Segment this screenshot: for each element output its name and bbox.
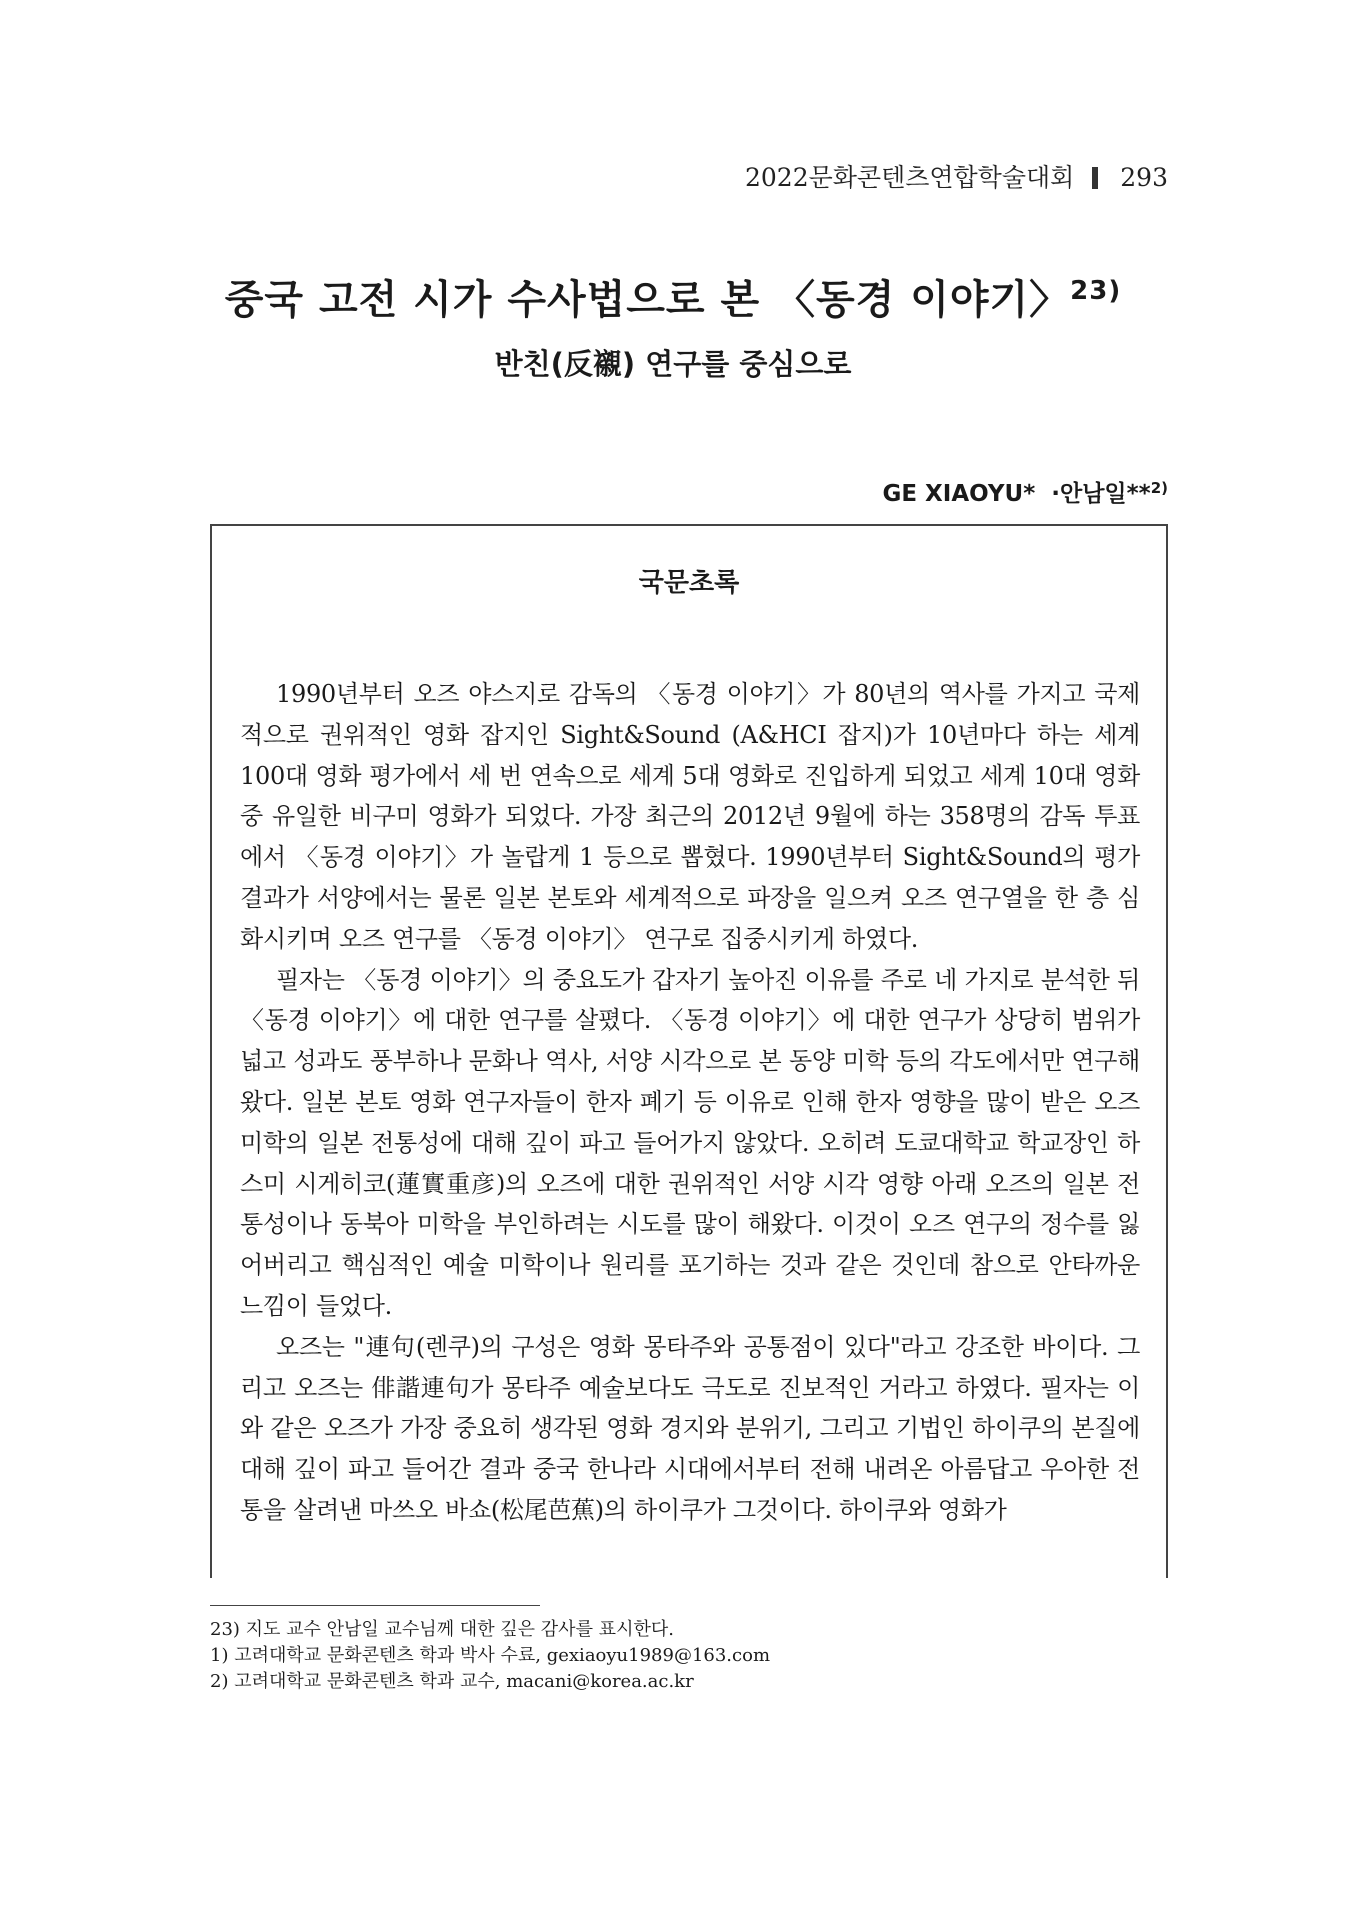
running-header <box>0 158 1168 194</box>
author-2: ·안남일** <box>1051 481 1151 507</box>
abstract-paragraph-1: 1990년부터 오즈 야스지로 감독의 〈동경 이야기〉가 80년의 역사를 가지고 국제적으로 권위적인 영화 잡지인 Sight&Sound (A&HCI 잡지)가 10년마다 하는 세계 100대 영화 평가에서 세 번 연속으로 세계 5대 영화로 진입하게 되었고 세계 10대 영화 중 유일한 비구미 영화가 되었다. 가장 최근의 2012년 9월에 하는 358명의 감독 투표에서 〈동경 이야기〉가 놀랍게 1 등으로 뽑혔다. 1990년부터 Sight&Sound의 평가 결과가 서양에서는 물론 일본 본토와 세계적으로 파장을 일으켜 오즈 연구열을 한 층 심화시키며 오즈 연구를 〈동경 이야기〉 연구로 집중시키게 하였다. <box>240 680 1140 953</box>
header-divider <box>1092 167 1098 189</box>
paper-subtitle: 반친(反襯) 연구를 중심으로 <box>494 347 852 381</box>
title-footnote-mark: 23) <box>1070 276 1122 306</box>
page-number: 293 <box>1120 163 1168 192</box>
conference-name: 2022문화콘텐츠연합학술대회 <box>745 163 1075 192</box>
author-line <box>882 475 1168 508</box>
footnote-1: 1) 고려대학교 문화콘텐츠 학과 박사 수료, gexiaoyu1989@163.com <box>210 1645 771 1666</box>
abstract-heading: 국문초록 <box>638 568 740 598</box>
footnote-divider <box>210 1605 540 1606</box>
footnote-2: 2) 고려대학교 문화콘텐츠 학과 교수, macani@korea.ac.kr <box>210 1671 694 1692</box>
abstract-paragraph-2: 필자는 〈동경 이야기〉의 중요도가 갑자기 높아진 이유를 주로 네 가지로 분석한 뒤 〈동경 이야기〉에 대한 연구를 살폈다. 〈동경 이야기〉에 대한 연구가 상당히 범위가 넓고 성과도 풍부하나 문화나 역사, 서양 시각으로 본 동양 미학 등의 각도에서만 연구해왔다. 일본 본토 영화 연구자들이 한자 폐기 등 이유로 인해 한자 영향을 많이 받은 오즈 미학의 일본 전통성에 대해 깊이 파고 들어가지 않았다. 오히려 도쿄대학교 학교장인 하스미 시게히코(蓮實重彦)의 오즈에 대한 권위적인 서양 시각 영향 아래 오즈의 일본 전통성이나 동북아 미학을 부인하려는 시도를 많이 해왔다. 이것이 오즈 연구의 정수를 잃어버리고 핵심적인 예술 미학이나 원리를 포기하는 것과 같은 것인데 참으로 안타까운 느낌이 들었다. <box>240 965 1140 1320</box>
paper-title-text: 중국 고전 시가 수사법으로 본 〈동경 이야기〉 <box>224 277 1071 323</box>
abstract-body <box>240 674 1140 1531</box>
author-1: GE XIAOYU* <box>882 481 1036 507</box>
footnotes <box>210 1617 1110 1695</box>
abstract-paragraph-3: 오즈는 "連句(렌쿠)의 구성은 영화 몽타주와 공통점이 있다"라고 강조한 바이다. 그리고 오즈는 俳諧連句가 몽타주 예술보다도 극도로 진보적인 거라고 하였다. 필자는 이와 같은 오즈가 가장 중요히 생각된 영화 경지와 분위기, 그리고 기법인 하이쿠의 본질에 대해 깊이 파고 들어간 결과 중국 한나라 시대에서부터 전해 내려온 아름답고 우아한 전통을 살려낸 마쓰오 바쇼(松尾芭蕉)의 하이쿠가 그것이다. 하이쿠와 영화가 <box>240 1332 1140 1524</box>
author-2-footnote-mark: 2) <box>1150 479 1168 497</box>
abstract-box <box>210 524 1168 1578</box>
footnote-23: 23) 지도 교수 안남일 교수님께 대한 깊은 감사를 표시한다. <box>210 1619 674 1640</box>
paper-title <box>0 268 1346 325</box>
